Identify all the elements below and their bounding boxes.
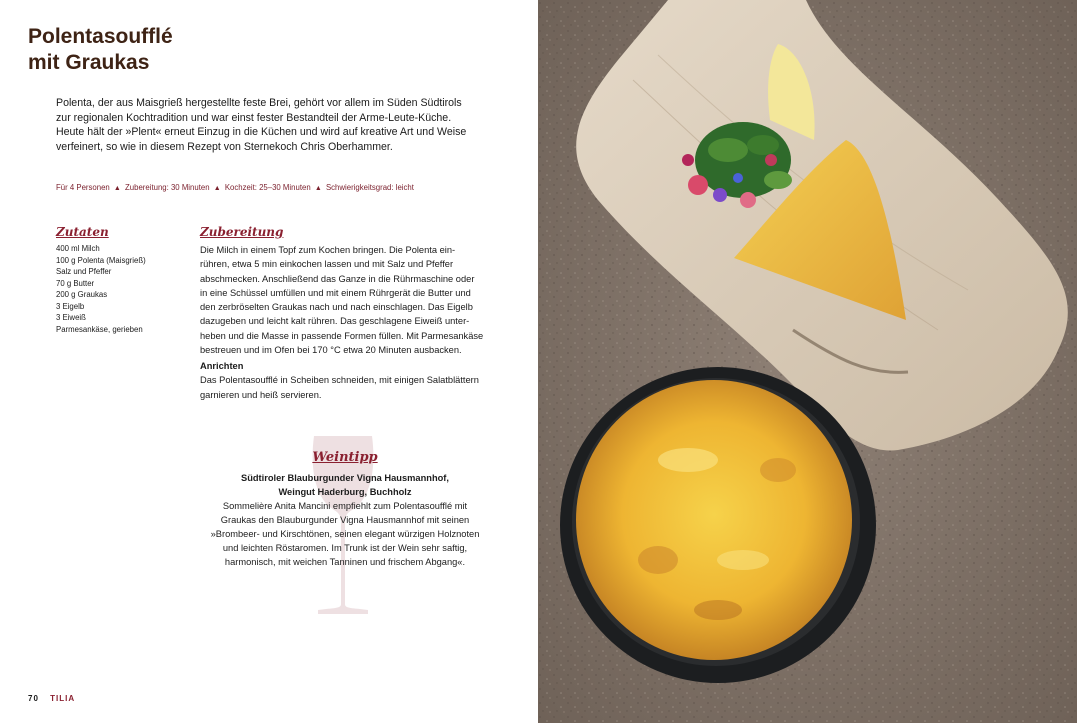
preparation-section — [200, 225, 495, 402]
ingredient-item: 70 g Butter — [56, 278, 95, 288]
wine-tip-section — [200, 450, 490, 569]
ingredient-item: 400 ml Milch — [56, 244, 100, 253]
recipe-title — [28, 24, 173, 76]
left-page — [0, 0, 538, 723]
meta-cook-time: Kochzeit: 25–30 Minuten — [224, 183, 311, 192]
ingredient-item: 3 Eigelb — [56, 301, 85, 311]
triangle-separator-icon: ▲ — [213, 185, 221, 192]
triangle-separator-icon: ▲ — [314, 185, 322, 192]
ingredients-section — [56, 225, 191, 335]
preparation-text: Die Milch in einem Topf zum Kochen bringen. Die Polenta ein- rühren, etwa 5 min einkochen lassen und mit Salz und Pfeffer abschmecken. Anschließend das Ganze in die Rührmaschine oder in eine Schüssel umfüllen und mit einem Rührgerät die Butter und den zerbröselten Graukas nach und nach einschlagen. Das Eigelb dazugeben und leicht kalt rühren. Das geschlagene Eiweiß unter- heben und die Masse in passende Formen füllen. Mit Parmesankäse bestreuen und im Ofen bei 170 °C etwa 20 Minuten ausbacken. — [200, 245, 484, 356]
preparation-heading: Zubereitung — [200, 225, 284, 239]
ingredient-item: 100 g Polenta (Maisgrieß) — [56, 255, 146, 265]
wine-tip-heading: Weintipp — [312, 450, 378, 465]
recipe-photo — [538, 0, 1077, 723]
ingredients-heading: Zutaten — [56, 225, 109, 239]
meta-persons: Für 4 Personen — [56, 183, 110, 192]
wine-name: Südtiroler Blauburgunder Vigna Hausmannhof, Weingut Haderburg, Buchholz — [241, 473, 449, 497]
ingredients-list — [56, 243, 191, 335]
page-number: 70 — [28, 694, 39, 703]
publisher-brand: TILIA — [50, 694, 76, 703]
ingredient-item: 200 g Graukas — [56, 290, 108, 299]
triangle-separator-icon: ▲ — [113, 185, 121, 192]
ingredient-item: 3 Eiweiß — [56, 313, 86, 322]
serving-text: Das Polentasoufflé in Scheiben schneiden, mit einigen Salatblättern garnieren und heiß servieren. — [200, 375, 479, 400]
intro-text — [56, 96, 476, 154]
title-line-1: Polentasoufflé — [28, 25, 173, 48]
ingredient-item: Parmesankäse, gerieben — [56, 324, 143, 334]
ingredient-item: Salz und Pfeffer — [56, 267, 112, 276]
recipe-meta — [56, 183, 414, 192]
polenta-souffle-photo — [538, 0, 1077, 723]
serving-heading: Anrichten — [200, 361, 244, 372]
meta-difficulty: Schwierigkeitsgrad: leicht — [325, 183, 414, 192]
intro-paragraph: Polenta, der aus Maisgrieß hergestellte feste Brei, gehört vor allem im Süden Südtirols zur regionalen Kochtradition und war einst fester Bestandteil der Arme-Leute-Küche. Heute hält der »Plent« erneut Einzug in die Küchen und wird auf kreative Art und Weise verfeinert, so wie in diesem Rezept von Sternekoch Chris Oberhammer. — [56, 97, 467, 153]
wine-description: Sommelière Anita Mancini empfiehlt zum Polentasoufflé mit Graukas den Blauburgunder Vigna Hausmannhof mit seinen »Brombeer- und Kirschtönen, seinen elegant würzigen Holznoten und leichten Röstaromen. Im Trunk ist der Wein sehr saftig, harmonisch, mit weichen Tanninen und frischem Abgang«. — [210, 501, 480, 567]
souffle-pan — [560, 367, 876, 683]
meta-prep-time: Zubereitung: 30 Minuten — [125, 183, 210, 192]
title-line-2: mit Graukas — [28, 51, 150, 74]
page-footer — [28, 694, 75, 703]
